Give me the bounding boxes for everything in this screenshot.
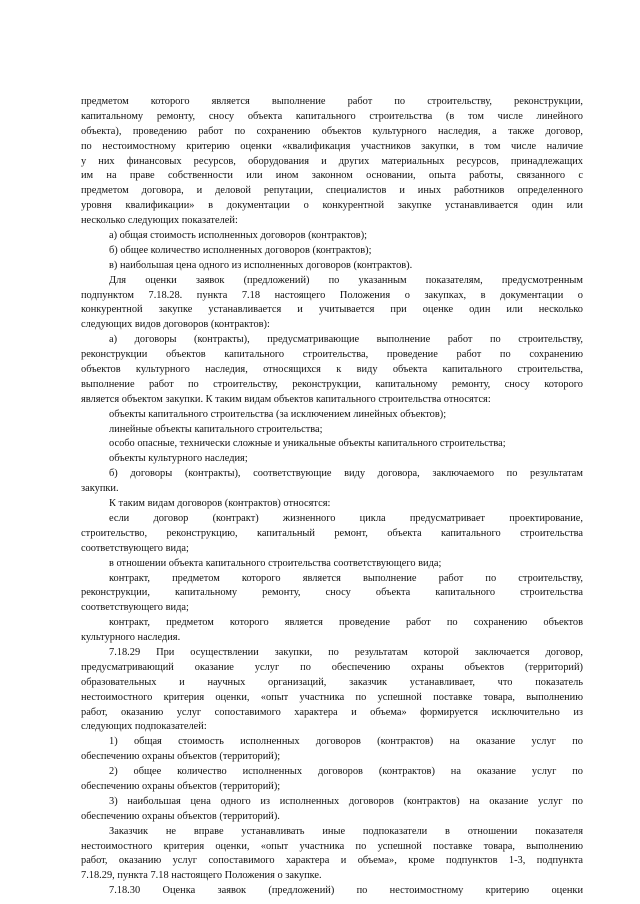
text-line: следующих видов договоров (контрактов): bbox=[81, 319, 270, 331]
text-line: б) общее количество исполненных договоров (контрактов); bbox=[109, 244, 372, 256]
text-line: 3) наибольшая цена одного из исполненных договоров (контрактов) на оказание услуг по bbox=[109, 795, 583, 807]
text-line: Заказчик не вправе устанавливать иные подпоказатели в отношении показателя bbox=[109, 825, 583, 837]
text-line: предметом которого является выполнение работ по строительству, реконструкции, bbox=[81, 96, 583, 107]
text-line: культурного наследия. bbox=[81, 632, 181, 644]
text-line: обеспечению охраны объектов (территорий); bbox=[81, 780, 281, 792]
text-line: следующих подпоказателей: bbox=[81, 721, 207, 733]
text-line: работ, оказанию услуг сопоставимого характера и объема» формируется исключительно из bbox=[81, 706, 583, 718]
text-line: объекты капитального строительства (за исключением линейных объектов); bbox=[109, 408, 447, 420]
text-line: капитальному ремонту, сносу объекта капитального строительства (в том числе линейного bbox=[81, 110, 583, 122]
text-line: 7.18.30 Оценка заявок (предложений) по нестоимостному критерию оценки bbox=[109, 885, 583, 897]
text-line: объекты культурного наследия; bbox=[109, 453, 248, 465]
text-line: у них финансовых ресурсов, оборудования и других материальных ресурсов, принадлежащих bbox=[81, 155, 583, 167]
text-line: им на праве собственности или ином законном основании, опыта работы, связанного с bbox=[81, 170, 583, 182]
text-line: предметом договора, и деловой репутации, специалистов и иных работников определенного bbox=[81, 185, 583, 197]
text-line: предусматривающий оказание услуг по обеспечению охраны объектов (территорий) bbox=[81, 661, 583, 673]
text-line: а) общая стоимость исполненных договоров (контрактов); bbox=[109, 230, 368, 242]
text-line: уровня квалификации» в документации о конкурентной закупке устанавливается один или bbox=[81, 200, 583, 212]
text-line: линейные объекты капитального строительства; bbox=[109, 423, 323, 435]
text-line: если договор (контракт) жизненного цикла предусматривает проектирование, bbox=[109, 512, 583, 524]
text-line: соответствующего вида; bbox=[81, 602, 189, 614]
text-line: несколько следующих показателей: bbox=[81, 215, 238, 227]
text-line: объекта), проведению работ по сохранению объектов культурного наследия, а также договор, bbox=[81, 125, 583, 137]
text-line: б) договоры (контракты), соответствующие виду договора, заключаемого по результатам bbox=[109, 468, 583, 480]
text-line: в отношении объекта капитального строительства соответствующего вида; bbox=[109, 557, 442, 569]
text-line: подпунктом 7.18.28. пункта 7.18 настоящего Положения о закупках, в документации о bbox=[81, 289, 583, 301]
text-line: образовательных и научных организаций, заказчик устанавливает, что показатель bbox=[81, 676, 583, 688]
text-line: нестоимостного критерия оценки, «опыт участника по успешной поставке товара, выполнению bbox=[81, 840, 583, 852]
text-line: работ, оказанию услуг сопоставимого характера и объема», кроме подпунктов 1-3, подпункта bbox=[81, 855, 583, 867]
document-page bbox=[81, 95, 583, 899]
text-line: обеспечению охраны объектов (территорий). bbox=[81, 810, 280, 822]
text-line: реконструкции, капитальному ремонту, сносу объекта капитального строительства bbox=[81, 587, 583, 599]
text-line: закупки. bbox=[81, 483, 119, 495]
text-line: нестоимостного критерия оценки, «опыт участника по успешной поставке товара, выполнению bbox=[81, 691, 583, 703]
text-line: является объектом закупки. К таким видам объектов капитального строительства относятся: bbox=[81, 393, 491, 405]
text-line: соответствующего вида; bbox=[81, 542, 189, 554]
text-line: реконструкции объектов капитального строительства, проведение работ по сохранению bbox=[81, 349, 583, 361]
text-line: контракт, предметом которого является проведение работ по сохранению объектов bbox=[109, 617, 583, 629]
text-line: объектов культурного наследия, относящихся к виду объекта капитального строительства, bbox=[81, 364, 583, 376]
text-line: обеспечению охраны объектов (территорий); bbox=[81, 751, 281, 763]
text-line: 2) общее количество исполненных договоров (контрактов) на оказание услуг по bbox=[109, 766, 583, 778]
text-line: конкурентной закупке устанавливается и учитывается при оценке один или несколько bbox=[81, 304, 583, 316]
text-line: строительство, реконструкцию, капитальный ремонт, объекта капитального строительства bbox=[81, 527, 583, 539]
text-line: в) наибольшая цена одного из исполненных договоров (контрактов). bbox=[109, 259, 413, 271]
text-line: К таким видам договоров (контрактов) относятся: bbox=[109, 498, 331, 510]
text-line: контракт, предметом которого является выполнение работ по строительству, bbox=[109, 572, 583, 584]
text-line: выполнение работ по строительству, реконструкции, капитальному ремонту, сносу которого bbox=[81, 378, 583, 390]
text-line: по нестоимостному критерию оценки «квалификация участников закупки, в том числе наличие bbox=[81, 140, 583, 152]
text-line: 7.18.29, пункта 7.18 настоящего Положения о закупке. bbox=[81, 870, 322, 882]
text-line: а) договоры (контракты), предусматривающие выполнение работ по строительству, bbox=[109, 334, 583, 346]
text-line: Для оценки заявок (предложений) по указанным показателям, предусмотренным bbox=[109, 274, 583, 286]
text-line: особо опасные, технически сложные и уникальные объекты капитального строительства; bbox=[109, 438, 506, 450]
text-line: 1) общая стоимость исполненных договоров (контрактов) на оказание услуг по bbox=[109, 736, 583, 748]
text-line: 7.18.29 При осуществлении закупки, по результатам которой заключается договор, bbox=[109, 646, 583, 658]
